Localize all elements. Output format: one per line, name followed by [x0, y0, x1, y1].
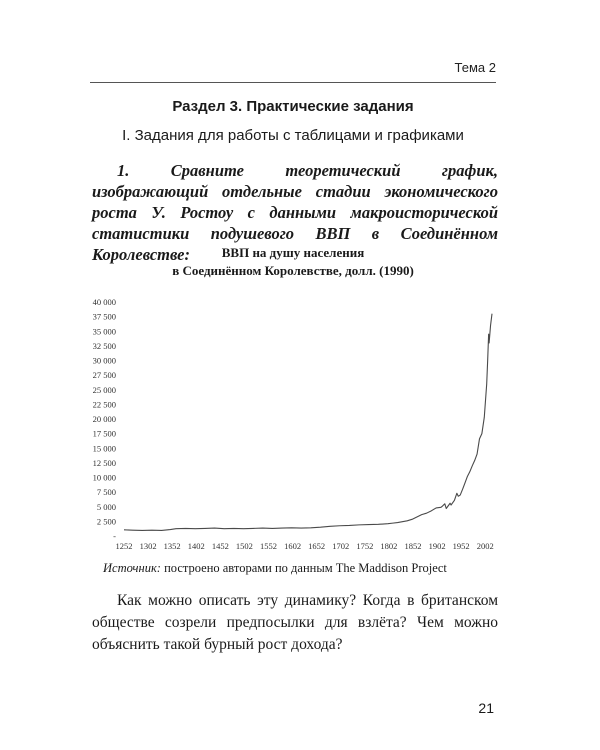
- x-tick-label: 1852: [404, 541, 422, 551]
- y-tick-label: 7 500: [96, 487, 116, 498]
- y-tick-label: 12 500: [92, 457, 116, 468]
- y-tick-label: 30 000: [92, 355, 116, 366]
- series-line-gdp: [124, 314, 492, 531]
- x-tick-label: 1252: [115, 541, 133, 551]
- y-tick-label: 17 500: [92, 428, 116, 439]
- y-tick-label: 25 000: [92, 384, 116, 395]
- x-tick-label: 1952: [452, 541, 470, 551]
- x-axis-ticks: [116, 541, 494, 551]
- y-tick-label: 2 500: [96, 516, 116, 527]
- y-tick-label: -: [113, 531, 116, 541]
- question-block: [92, 590, 498, 656]
- x-tick-label: 1402: [187, 541, 205, 551]
- x-tick-label: 1552: [260, 541, 278, 551]
- y-tick-label: 10 000: [92, 472, 116, 483]
- source-label: Источник:: [103, 561, 161, 575]
- y-tick-label: 5 000: [96, 501, 116, 512]
- x-tick-label: 1902: [428, 541, 446, 551]
- x-tick-label: 1452: [211, 541, 229, 551]
- gdp-line-chart: [80, 290, 500, 552]
- x-tick-label: 1352: [163, 541, 181, 551]
- page-number: 21: [478, 700, 494, 716]
- question-text: Как можно описать эту динамику? Когда в британском обществе созрели предпосылки для взлёта? Чем можно объяснить такой бурный рост дохода?: [92, 592, 498, 653]
- y-tick-label: 32 500: [92, 340, 116, 351]
- chart-title-line2: в Соединённом Королевстве, долл. (1990): [172, 263, 414, 278]
- y-tick-label: 22 500: [92, 399, 116, 410]
- chart-title-line1: ВВП на душу населения: [221, 245, 365, 260]
- running-header-topic: Тема 2: [454, 60, 496, 75]
- chart-source: [103, 561, 447, 576]
- source-text: построено авторами по данным The Maddison Project: [164, 561, 447, 575]
- x-tick-label: 2002: [476, 541, 494, 551]
- x-tick-label: 1302: [139, 541, 157, 551]
- y-tick-label: 27 500: [92, 370, 116, 381]
- x-tick-label: 1502: [235, 541, 253, 551]
- chart-title: [90, 244, 496, 280]
- x-tick-label: 1702: [332, 541, 350, 551]
- y-tick-label: 20 000: [92, 414, 116, 424]
- y-tick-label: 37 500: [92, 311, 116, 322]
- x-tick-label: 1602: [284, 541, 302, 551]
- y-tick-label: 40 000: [92, 297, 116, 307]
- x-tick-label: 1802: [380, 541, 398, 551]
- y-tick-label: 35 000: [92, 326, 116, 337]
- header-divider: [90, 82, 496, 83]
- task-text: 1. Сравните теоретический график, изображающий отдельные стадии экономического роста У. Ростоу с данными макроисторической статистики подушевого ВВП в Соединённом Королевстве:: [92, 161, 498, 264]
- y-tick-label: 15 000: [92, 443, 116, 454]
- x-tick-label: 1752: [356, 541, 374, 551]
- section-title: Раздел 3. Практические задания: [172, 98, 414, 115]
- y-axis-ticks: [93, 297, 117, 541]
- subsection-title: I. Задания для работы с таблицами и графиками: [122, 127, 464, 144]
- x-tick-label: 1652: [308, 541, 326, 551]
